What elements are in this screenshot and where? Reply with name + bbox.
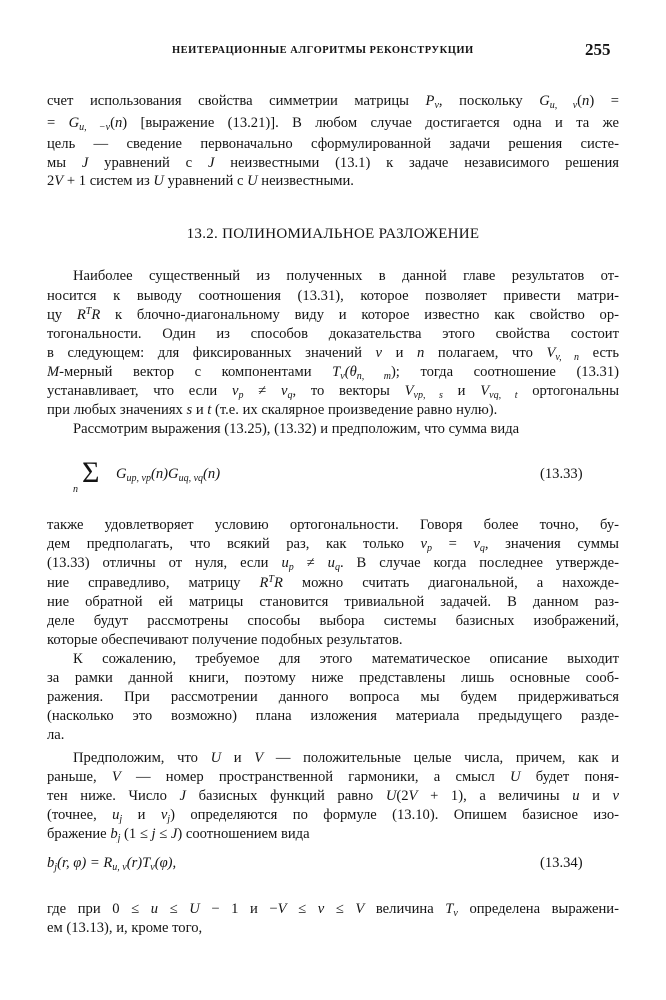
text-line: деле будут рассмотрены способы выбора системы базисных изображений,	[47, 613, 619, 629]
text-line: тогональности. Один из способов доказательства этого свойства состоит	[47, 326, 619, 342]
text-line: устанавливает, что если $v_p \ne v_q$, то векторы $V_{vp, s}$ и $V_{vq, t}$ ортогональны	[47, 383, 619, 400]
text-line: Наиболее существенный из полученных в данной главе результатов от-	[73, 268, 619, 284]
text-line: счет использования свойства симметрии матрицы $P_v$, поскольку $G_{u, v}(n)$ =	[47, 93, 619, 110]
text-line: при любых значениях s и t (т.е. их скалярное произведение равно нулю).	[47, 402, 498, 418]
text-line: в следующем: для фиксированных значений v и n полагаем, что $V_{v, n}$ есть	[47, 345, 619, 362]
equation-number: (13.34)	[540, 855, 583, 871]
text-line: (точнее, $u_j$ и $v_j$) определяются по формуле (13.10). Опишем базисное изо-	[47, 807, 619, 824]
text-line: 2V + 1 систем из U уравнений с U неизвестными.	[47, 173, 354, 189]
text-line: раньше, V — номер пространственной гармоники, а смысл U будет поня-	[47, 769, 619, 785]
text-line: (13.33) отличны от нуля, если $u_p \ne u_q$. В случае когда последнее утвержде-	[47, 555, 619, 572]
text-line: бражение $b_j$ (1 ≤ j ≤ J) соотношением вида	[47, 826, 310, 843]
text-line: ражения. При рассмотрении данного вопроса мы будем придерживаться	[47, 689, 619, 705]
text-line: за рамки данной книги, поэтому ниже представлены лишь основные сооб-	[47, 670, 619, 686]
text-line: также удовлетворяет условию ортогональности. Говоря более точно, бу-	[47, 517, 619, 533]
text-line: Предположим, что U и V — положительные целые числа, причем, как и	[73, 750, 619, 766]
equation-body: $b_j(r$, $\varphi) = R_{u, v}(r)T_v(\varphi)$,	[47, 855, 177, 873]
text-line: Рассмотрим выражения (13.25), (13.32) и предположим, что сумма вида	[73, 421, 520, 437]
running-header	[0, 40, 666, 64]
text-line: носится к выводу соотношения (13.31), которое позволяет привести матри-	[47, 288, 619, 304]
text-line: где при 0 ≤ u ≤ U − 1 и −V ≤ v ≤ V величина $T_v$ определена выражени-	[47, 901, 619, 918]
text-line: дем предполагать, что всякий раз, как только $v_p = v_q$, значения суммы	[47, 536, 619, 553]
text-line: ние обратной ей матрицы становится тривиальной задачей. В данном раз-	[47, 594, 619, 610]
text-line: M-мерный вектор с компонентами $T_v(\theta_{n, m})$; тогда соотношение (13.31)	[47, 364, 619, 381]
summation-index: n	[73, 484, 78, 495]
summation-sign: Σ	[82, 456, 100, 489]
equation-body: $G_{up, vp}(n)G_{uq, vq}(n)$	[116, 466, 221, 484]
text-line: тен ниже. Число J базисных функций равно U(2V + 1), а величины u и v	[47, 788, 619, 804]
text-line: ем (13.13), и, кроме того,	[47, 920, 203, 936]
text-line: цу $R^TR$ к блочно-диагональному виду и которое известно как свойство ор-	[47, 306, 619, 323]
section-title: 13.2. ПОЛИНОМИАЛЬНОЕ РАЗЛОЖЕНИЕ	[186, 226, 480, 242]
page-number: 255	[585, 40, 611, 59]
text-line: К сожалению, требуемое для этого математическое описание выходит	[73, 651, 619, 667]
text-line: ла.	[47, 727, 65, 743]
equation-number: (13.33)	[540, 466, 583, 482]
text-line: мы J уравнений с J неизвестными (13.1) к задаче независимого решения	[47, 155, 619, 171]
text-line: цель — сведение первоначально сформулированной задачи решения систе-	[47, 136, 619, 152]
text-line: (насколько это возможно) плана изложения материала предыдущего разде-	[47, 708, 619, 724]
text-line: = $G_{u, -v}(n)$ [выражение (13.21)]. В любом случае достигается одна и та же	[47, 115, 619, 132]
header-title: НЕИТЕРАЦИОННЫЕ АЛГОРИТМЫ РЕКОНСТРУКЦИИ	[172, 45, 474, 56]
text-line: ние справедливо, матрицу $R^TR$ можно считать диагональной, а нахожде-	[47, 574, 619, 591]
text-line: которые обеспечивают получение подобных результатов.	[47, 632, 403, 648]
